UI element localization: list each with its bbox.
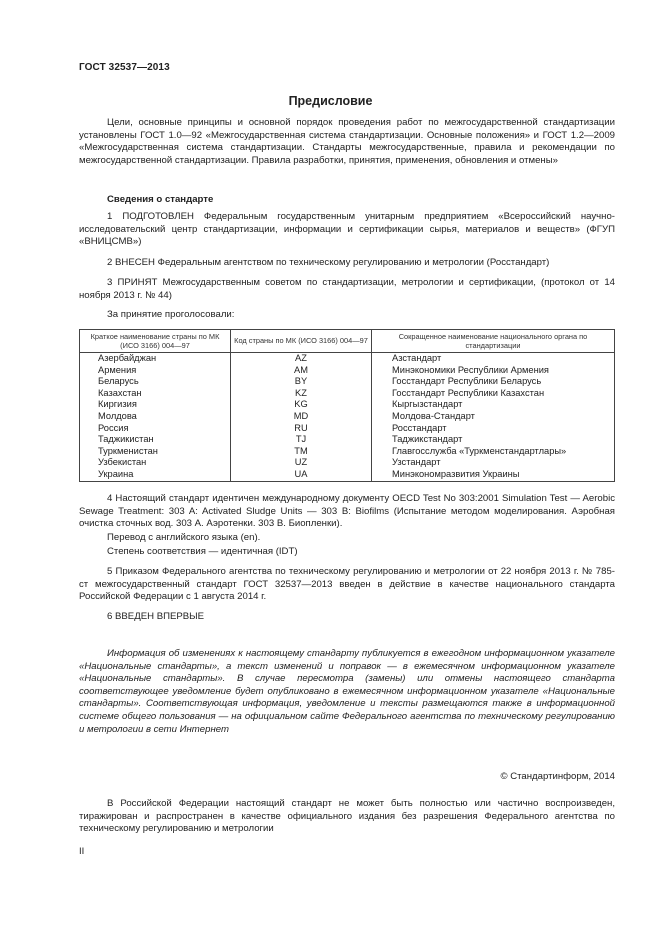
- country-name: Азербайджан: [80, 353, 231, 365]
- copyright: © Стандартинформ, 2014: [500, 771, 615, 782]
- table-header-row: [80, 330, 615, 353]
- country-name: Украина: [80, 469, 231, 481]
- item-3-paragraph: 3 ПРИНЯТ Межгосударственным советом по стандартизации, метрологии и сертификации, (протокол от 14 ноября 2013 г. № 44): [79, 277, 615, 301]
- table-row: [80, 365, 615, 377]
- table-row: [80, 399, 615, 411]
- country-code: KZ: [231, 388, 372, 400]
- vote-intro: За принятие проголосовали:: [107, 309, 235, 320]
- standards-body: Госстандарт Республики Беларусь: [372, 376, 615, 388]
- header-body: Сокращенное наименование национального органа по стандартизации: [372, 330, 615, 353]
- standards-body: Госстандарт Республики Казахстан: [372, 388, 615, 400]
- standards-body: Росстандарт: [372, 423, 615, 435]
- country-code: TM: [231, 446, 372, 458]
- country-name: Туркменистан: [80, 446, 231, 458]
- changes-notice: Информация об изменениях к настоящему стандарту публикуется в ежегодном информационном указателе «Национальные стандарты», а текст изменений и поправок — в ежемесячном информационном указателе «Национальные стандарты». В случае пересмотра (замены) или отмены настоящего стандарта соответствующее уведомление будет опубликовано в ежемесячном информационном указателе «Национальные стандарты». Соответствующая информация, уведомление и тексты размещаются также в информационной системе общего пользования — на официальном сайте Федерального агентства по техническому регулированию и метрологии в сети Интернет: [79, 648, 615, 735]
- country-name: Беларусь: [80, 376, 231, 388]
- page-number: II: [79, 846, 85, 857]
- country-code: KG: [231, 399, 372, 411]
- table-row: [80, 469, 615, 481]
- table-row: [80, 446, 615, 458]
- country-code: BY: [231, 376, 372, 388]
- country-code: AM: [231, 365, 372, 377]
- country-name: Молдова: [80, 411, 231, 423]
- standards-body: Узстандарт: [372, 457, 615, 469]
- table-row: [80, 434, 615, 446]
- country-code: UZ: [231, 457, 372, 469]
- standards-body: Минэкономразвития Украины: [372, 469, 615, 481]
- country-code: AZ: [231, 353, 372, 365]
- section-heading: Сведения о стандарте: [107, 194, 214, 205]
- country-name: Киргизия: [80, 399, 231, 411]
- voting-table: [79, 329, 615, 482]
- item-2-paragraph: 2 ВНЕСЕН Федеральным агентством по техническому регулированию и метрологии (Росстандарт): [107, 257, 550, 268]
- table-row: [80, 457, 615, 469]
- header-country: Краткое наименование страны по МК (ИСО 3166) 004—97: [80, 330, 231, 353]
- document-code: ГОСТ 32537—2013: [79, 62, 170, 73]
- table-row: [80, 423, 615, 435]
- standards-body: Азстандарт: [372, 353, 615, 365]
- country-code: RU: [231, 423, 372, 435]
- header-code: Код страны по МК (ИСО 3166) 004—97: [231, 330, 372, 353]
- reproduction-note: В Российской Федерации настоящий стандарт не может быть полностью или частично воспроизведен, тиражирован и распространен в качестве официального издания без разрешения Федерального агентства по техническому регулированию и метрологии: [79, 798, 615, 835]
- item-5-paragraph: 5 Приказом Федерального агентства по техническому регулированию и метрологии от 22 ноября 2013 г. № 785-ст межгосударственный стандарт ГОСТ 32537—2013 введен в действие в качестве национального стандарта Российской Федерации с 1 августа 2014 г.: [79, 566, 615, 603]
- item-1-paragraph: 1 ПОДГОТОВЛЕН Федеральным государственным унитарным предприятием «Всероссийский научно-исследовательский центр стандартизации, информации и сертификации сырья, материалов и веществ» (ФГУП «ВНИЦСМВ»): [79, 211, 615, 248]
- standards-body: Минэкономики Республики Армения: [372, 365, 615, 377]
- intro-paragraph: Цели, основные принципы и основной порядок проведения работ по межгосударственной стандартизации установлены ГОСТ 1.0—92 «Межгосударственная система стандартизации. Основные положения» и ГОСТ 1.2—2009 «Межгосударственная система стандартизации. Стандарты межгосударственные, правила и рекомендации по межгосударственной стандартизации. Правила разработки, принятия, применения, обновления и отмены»: [79, 117, 615, 166]
- table-row: [80, 376, 615, 388]
- table-row: [80, 353, 615, 365]
- table-row: [80, 411, 615, 423]
- country-name: Россия: [80, 423, 231, 435]
- country-name: Казахстан: [80, 388, 231, 400]
- table-row: [80, 388, 615, 400]
- country-name: Таджикистан: [80, 434, 231, 446]
- standards-body: Таджикстандарт: [372, 434, 615, 446]
- country-name: Узбекистан: [80, 457, 231, 469]
- country-code: UA: [231, 469, 372, 481]
- item-4-language: Перевод с английского языка (en).: [107, 532, 261, 543]
- country-code: TJ: [231, 434, 372, 446]
- standards-body: Главгосслужба «Туркменстандартлары»: [372, 446, 615, 458]
- country-name: Армения: [80, 365, 231, 377]
- item-4-degree: Степень соответствия — идентичная (IDT): [107, 546, 298, 557]
- standards-body: Кыргызстандарт: [372, 399, 615, 411]
- item-6-paragraph: 6 ВВЕДЕН ВПЕРВЫЕ: [107, 611, 205, 622]
- country-code: MD: [231, 411, 372, 423]
- page-title: Предисловие: [288, 94, 373, 108]
- standards-body: Молдова-Стандарт: [372, 411, 615, 423]
- item-4-paragraph: 4 Настоящий стандарт идентичен международному документу OECD Test No 303:2001 Simulation Test — Aerobic Sewage Treatment: 303 A: Activated Sludge Units — 303 B: Biofilms (Испытание методом моделирования. Аэробная очистка сточных вод. 303 A. Аэротенки. 303 B. Биопленки).: [79, 493, 615, 530]
